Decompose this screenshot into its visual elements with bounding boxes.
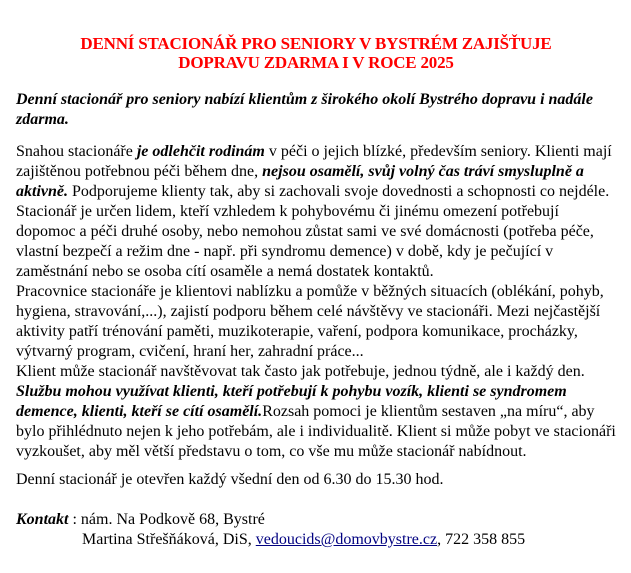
paragraph-purpose xyxy=(16,142,621,202)
email-link[interactable]: vedoucids@domovbystre.cz xyxy=(255,531,438,548)
page-title xyxy=(16,34,616,72)
text: Podporujeme klienty tak, aby si zachovali svoje dovednosti a schopnosti co nejdéle. xyxy=(68,183,610,200)
title-line-2: DOPRAVU ZDARMA I V ROCE 2025 xyxy=(178,53,454,72)
title-line-1: DENNÍ STACIONÁŘ PRO SENIORY V BYSTRÉM ZAJIŠŤUJE xyxy=(80,34,552,53)
paragraph-visits xyxy=(16,362,621,462)
contact-line-person xyxy=(16,530,525,550)
contact-address: nám. Na Podkově 68, Bystré xyxy=(80,511,265,528)
paragraph-activities: Pracovnice stacionáře je klientovi nablízku a pomůže v běžných situacích (oblékání, pohyb, hygiena, stravování,...), zajistí podporu během celé návštěvy ve stacionáři. Mezi nejčastější aktivity patří trénování paměti, muzikoterapie, vaření, podpora komunikace, procházky, výtvarný program, cvičení, hraní her, zahradní práce... xyxy=(16,283,604,360)
contact-label: Kontakt xyxy=(16,511,69,528)
text: Klient může stacionář navštěvovat tak často jak potřebuje, jednou týdně, ale i každý den. xyxy=(16,363,585,380)
contact-person: Martina Střešňáková, DiS, xyxy=(82,531,256,548)
emphasis: je odlehčit rodinám xyxy=(136,143,265,160)
lead-paragraph: Denní stacionář pro seniory nabízí klientům z širokého okolí Bystrého dopravu i nadále zdarma. xyxy=(16,91,593,128)
paragraph-target-group: Stacionář je určen lidem, kteří vzhledem k pohybovému či jinému omezení potřebují dopomoc a péči druhé osoby, nebo nemohou zůstat sami ve své domácnosti (potřeba péče, vlastní bezpečí a režim dne - např. při syndromu demence) v době, kdy je pečující v zaměstnání nebo se osoba cítí osaměle a nemá dostatek kontaktů. xyxy=(16,203,594,280)
contact-phone: 722 358 855 xyxy=(445,531,526,548)
opening-hours: Denní stacionář je otevřen každý všední den od 6.30 do 15.30 hod. xyxy=(16,471,444,488)
phone-prefix: , xyxy=(437,531,446,548)
emphasis: nejsou osamělí, svůj volný čas tráví smysluplně a aktivně. xyxy=(16,163,584,200)
emphasis: Službu mohou využívat klienti, kteří potřebují k pohybu vozík, klienti se syndromem demence, klienti, kteří se cítí osamělí. xyxy=(16,383,567,420)
contact-line-address xyxy=(16,510,525,530)
contact-separator: : xyxy=(68,511,81,528)
text: Rozsah pomoci je klientům sestaven „na míru“, aby bylo přihlédnuto nejen k jeho potřebám, ale i individualitě. Klient si může pobyt ve stacionáři vyzkoušet, aby měl větší představu o tom, co vše mu může stacionář nabídnout. xyxy=(16,403,616,460)
article-body xyxy=(16,142,621,462)
contact-block xyxy=(16,510,525,550)
text: Snahou stacionáře xyxy=(16,143,137,160)
text: v péči o jejich blízké, především seniory. Klienti mají zajištěnou potřebnou péči během dne, xyxy=(16,143,612,180)
